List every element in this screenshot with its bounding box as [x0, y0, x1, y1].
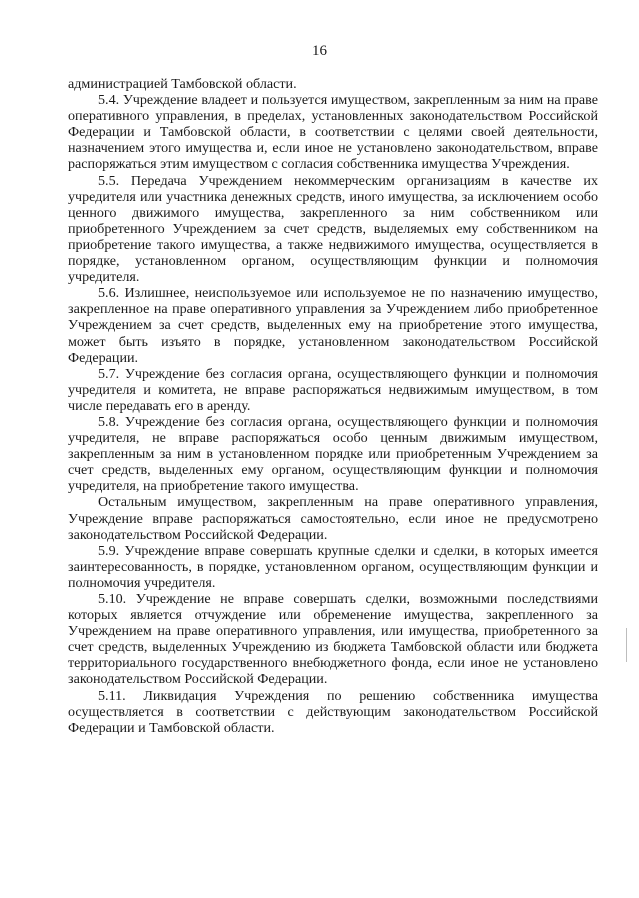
paragraph-5-4: 5.4. Учреждение владеет и пользуется имуществом, закрепленным за ним на праве оперативного управления, в пределах, установленных законодательством Российской Федерации и Тамбовской области, в соответствии с целями своей деятельности, назначением этого имущества и, если иное не установлено законодательством, вправе распоряжаться этим имуществом с согласия собственника имущества Учреждения.: [68, 92, 598, 173]
paragraph-5-10: 5.10. Учреждение не вправе совершать сделки, возможными последствиями которых является отчуждение или обременение имущества, закрепленного за Учреждением на праве оперативного управления, или имущества, приобретенного за счет средств, выделенных Учреждению из бюджета Тамбовской области или бюджета территориального государственного внебюджетного фонда, если иное не установлено законодательством Российской Федерации.: [68, 591, 598, 688]
page-number: 16: [312, 43, 327, 59]
paragraph-5-7: 5.7. Учреждение без согласия органа, осуществляющего функции и полномочия учредителя и комитета, не вправе распоряжаться недвижимым имуществом, в том числе передавать его в аренду.: [68, 365, 598, 414]
paragraph-5-6: 5.6. Излишнее, неиспользуемое или используемое не по назначению имущество, закрепленное на праве оперативного управления за Учреждением либо приобретенное Учреждением за счет средств, выделенных ему на приобретение этого имущества, может быть изъято в порядке, установленном законодательством Российской Федерации.: [68, 285, 598, 366]
paragraph-5-5: 5.5. Передача Учреждением некоммерческим организациям в качестве их учредителя или участника денежных средств, иного имущества, за исключением особо ценного движимого имущества, закрепленного за ним собственником или приобретенного Учреждением за счет средств, выделяемых ему собственником на приобретение такого имущества, а также недвижимого имущества, осуществляется в порядке, установленном органом, осуществляющим функции и полномочия учредителя.: [68, 172, 598, 286]
paragraph-continuation: администрацией Тамбовской области.: [68, 76, 297, 92]
paragraph-5-9: 5.9. Учреждение вправе совершать крупные сделки и сделки, в которых имеется заинтересованность, в порядке, установленном органом, осуществляющим функции и полномочия учредителя.: [68, 542, 598, 591]
paragraph-5-8: 5.8. Учреждение без согласия органа, осуществляющего функции и полномочия учредителя, не вправе распоряжаться особо ценным движимым имуществом, закрепленным за ним в установленном порядке или приобретенным Учреждением за счет средств, выделенных ему органом, осуществляющим функции и полномочия учредителя, на приобретение такого имущества.: [68, 413, 598, 495]
paragraph-5-8-remaining-property: Остальным имуществом, закрепленным на праве оперативного управления, Учреждение вправе распоряжаться самостоятельно, если иное не предусмотрено законодательством Российской Федерации.: [68, 494, 598, 543]
paragraph-5-11: 5.11. Ликвидация Учреждения по решению собственника имущества осуществляется в соответствии с действующим законодательством Российской Федерации и Тамбовской области.: [68, 687, 598, 736]
document-body: [68, 76, 598, 736]
scan-edge-mark: [626, 628, 627, 662]
